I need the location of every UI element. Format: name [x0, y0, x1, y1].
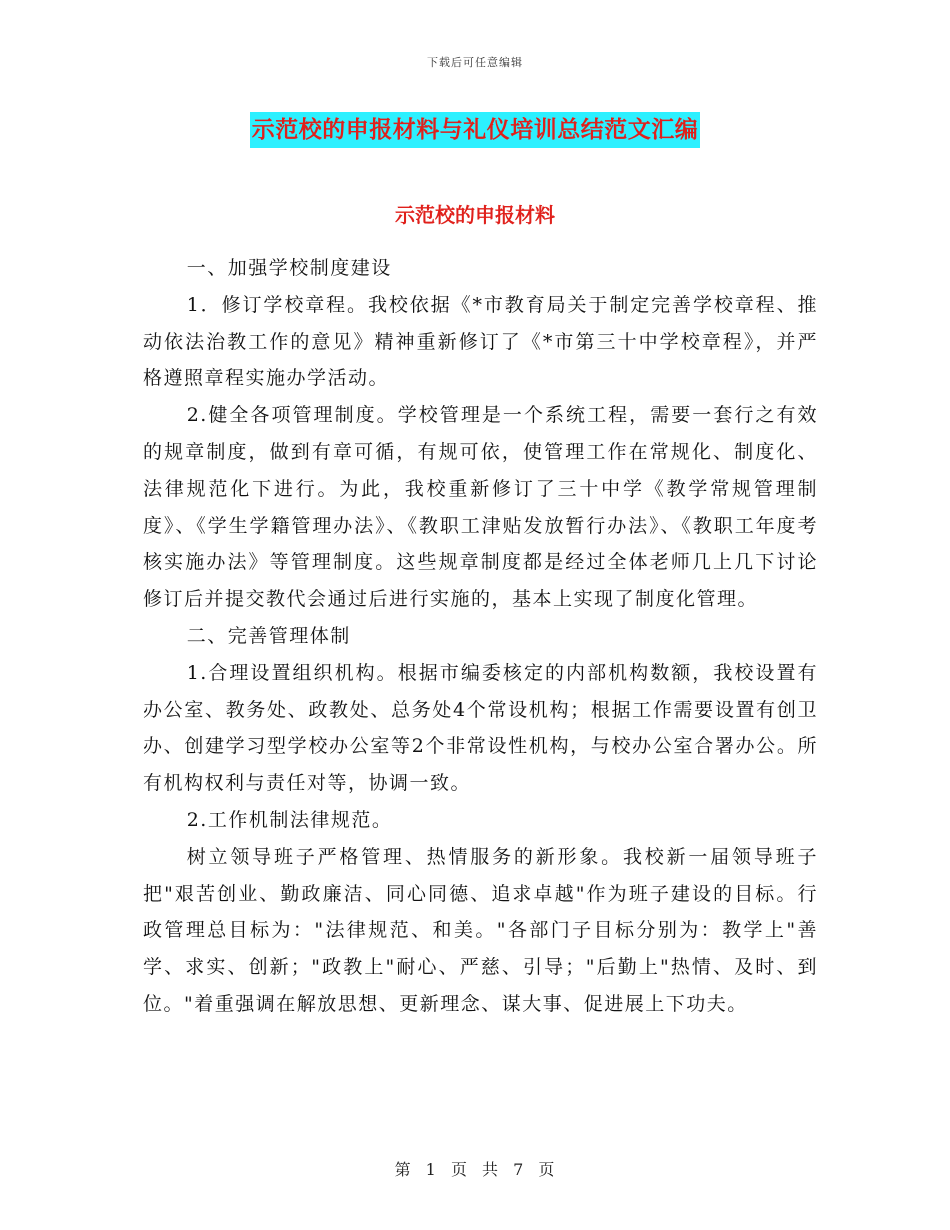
document-body: [143, 250, 818, 1023]
page-header: 下载后可任意编辑: [427, 56, 523, 69]
paragraph-heading-1: 一、加强学校制度建设: [186, 257, 392, 279]
section-title: 示范校的申报材料: [395, 203, 555, 227]
paragraph-heading-2: 二、完善管理体制: [186, 624, 351, 647]
page-number: 第 1 页 共 7 页: [394, 1160, 556, 1179]
paragraph: 2.工作机制法律规范。: [186, 808, 393, 831]
document-title-container: [0, 112, 950, 148]
document-title: 示范校的申报材料与礼仪培训总结范文汇编: [250, 112, 701, 148]
paragraph: 1.合理设置组织机构。根据市编委核定的内部机构数额，我校设置有办公室、教务处、政教处、总务处4个常设机构；根据工作需要设置有创卫办、创建学习型学校办公室等2个非常设性机构，与校办公室合署办公。所有机构权利与责任对等，协调一致。: [143, 661, 818, 795]
paragraph: 1．修订学校章程。我校依据《*市教育局关于制定完善学校章程、推动依法治教工作的意见》精神重新修订了《*市第三十中学校章程》，并严格遵照章程实施办学活动。: [143, 293, 818, 390]
paragraph: 2.健全各项管理制度。学校管理是一个系统工程，需要一套行之有效的规章制度，做到有章可循，有规可依，使管理工作在常规化、制度化、法律规范化下进行。为此，我校重新修订了三十中学《教学常规管理制度》、《学生学籍管理办法》、《教职工津贴发放暂行办法》、《教职工年度考核实施办法》等管理制度。这些规章制度都是经过全体老师几上几下讨论修订后并提交教代会通过后进行实施的，基本上实现了制度化管理。: [143, 404, 818, 611]
paragraph: 树立领导班子严格管理、热情服务的新形象。我校新一届领导班子把"艰苦创业、勤政廉洁、同心同德、追求卓越"作为班子建设的目标。行政管理总目标为："法律规范、和美。"各部门子目标分别为：教学上"善学、求实、创新；"政教上"耐心、严慈、引导；"后勤上"热情、及时、到位。"着重强调在解放思想、更新理念、谋大事、促进展上下功夫。: [143, 845, 818, 1015]
